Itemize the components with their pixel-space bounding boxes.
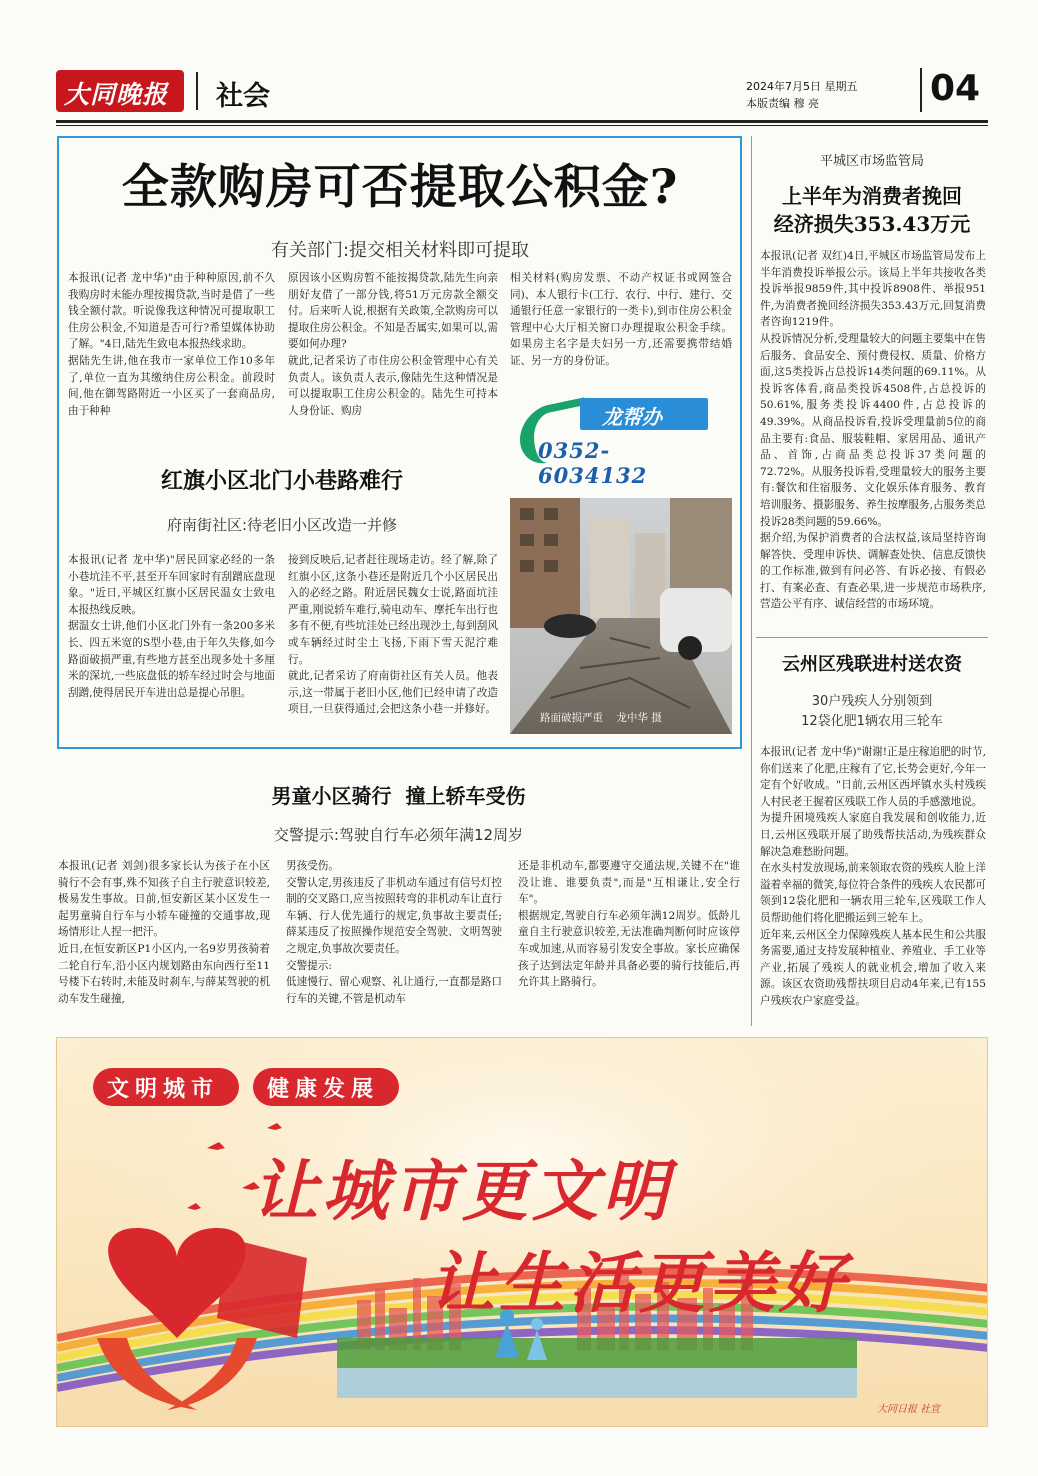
page-number-divider: [920, 68, 922, 112]
child-story-title: 男童小区骑行 撞上轿车受伤: [271, 784, 526, 808]
alley-photo-image: [510, 498, 732, 734]
hongqi-story-subtitle: 府南街社区:待老旧小区改造一并修: [166, 516, 398, 534]
market-story-title-line1: 上半年为消费者挽回: [782, 184, 962, 208]
hongqi-story-col2: 接到反映后,记者赶往现场走访。经了解,除了红旗小区,这条小巷还是附近几个小区居民出入的必经之路。附近居民魏女士说,路面坑洼严重,刚说轿车难行,骑电动车、摩托车出行也多有不便,有些坑洼处已经出现沙土,每到刮风或车辆经过时尘土飞扬,下雨下雪天泥泞难行。 就此,记者采访了府南街社区有关人员。他表示,这一带属于老旧小区,他们已经申请了改造项目,一旦获得通过,会把这条小巷一并修好。: [288, 554, 498, 716]
alley-photo: [510, 498, 732, 734]
logo-text: 大同晚报: [64, 80, 169, 109]
header-rule: [56, 120, 988, 123]
page-number: 04: [930, 68, 981, 109]
photo-caption: 路面破损严重 龙中华 摄: [540, 712, 662, 724]
lead-story-col2: 原因该小区购房暂不能按揭贷款,陆先生向亲朋好友借了一部分钱,将51万元房款全额交付。后来听人说,根据有关政策,全款购房可以提取住房公积金。不知是否属实,如果可以,需要如何办理? 就此,记者采访了市住房公积金管理中心有关负责人。该负责人表示,像陆先生这种情况是可以提取职工住房公积金的。陆先生可持本人身份证、购房: [288, 272, 498, 417]
child-story-col1: 本报讯(记者 刘剑)很多家长认为孩子在小区骑行不会有事,殊不知孩子自主行驶意识较差,极易发生事故。日前,恒安新区某小区发生一起男童骑自行车与小轿车碰撞的交通事故,现场情形让人捏一把汗。 近日,在恒安新区P1小区内,一名9岁男孩骑着二轮自行车,沿小区内规划路由东向西行至11号楼下右转时,未能及时刹车,与薛某驾驶的机动车发生碰撞,: [58, 860, 270, 1005]
market-story-body: 本报讯(记者 双红)4日,平城区市场监管局发布上半年消费投诉举报公示。该局上半年共接收各类投诉举报9859件,其中投诉8908件、举报951件,为消费者挽回经济损失353.43万元,回复消费者咨询1219件。 从投诉情况分析,受理量较大的问题主要集中在售后服务、食品安全、预付费侵权、质量、价格方面,这5类投诉占总投诉14类问题的69.11%。从投诉客体看,商品类投诉4508件,占总投诉的50.61%,服务类投诉4400件,占总投诉的49.39%。从商品投诉看,投诉受理量前5位的商品主要有:食品、服装鞋帽、家居用品、通讯产品、首饰,占商品类总投诉37类问题的72.72%。从服务投诉看,受理量较大的服务主要有:餐饮和住宿服务、文化娱乐体育服务、教育培训服务、摄影服务、养生按摩服务,占服务类总投诉28类问题的59.66%。 据介绍,为保护消费者的合法权益,该局坚持咨询解答快、受理申诉快、调解查处快、信息反馈快的工作标准,做到有问必答、有诉必接、有假必打、有案必查、有查必果,进一步规范市场秩序,营造公平有序、诚信经营的市场环境。: [760, 250, 986, 611]
market-story-title-line2: 经济损失353.43万元: [773, 212, 971, 236]
hotline-label: 龙帮办: [602, 405, 662, 429]
right-column-divider: [751, 136, 752, 1026]
yunzhou-story-subtitle-line1: 30户残疾人分别领到: [811, 694, 933, 709]
market-story-kicker: 平城区市场监管局: [819, 154, 924, 169]
page-editor: 本版责编 穆 亮: [746, 97, 819, 110]
banner-line1: 让城市更文明: [252, 1152, 672, 1230]
banner-line2: 让生活更美好: [429, 1244, 849, 1322]
lead-story-col1: 本报讯(记者 龙中华)"由于种种原因,前不久我购房时未能办理按揭贷款,当时是借了一些钱全额付款。听说像我这种情况可提取职工住房公积金,不知道是否可行?希望媒体协助了解。"4日,陆先生致电本报热线求助。 据陆先生讲,他在我市一家单位工作10多年了,单位一直为其缴纳住房公积金。前段时间,他在御驾路附近一小区买了一套商品房,由于种种: [68, 272, 275, 417]
hongqi-story-col1: 本报讯(记者 龙中华)"居民回家必经的一条小巷坑洼不平,甚至开车回家时有刮蹭底盘现象。"近日,平城区红旗小区居民温女士致电本报热线反映。 据温女士讲,他们小区北门外有一条200多米长、四五米宽的S型小巷,由于年久失修,如今路面破损严重,有些地方甚至出现多处十多厘米的深坑,一些底盘低的轿车经过时会与地面刮蹭,使得居民开车进出总是提心吊胆。: [68, 554, 275, 699]
hongqi-story-title: 红旗小区北门小巷路难行: [160, 468, 403, 494]
lead-story-title: 全款购房可否提取公积金?: [121, 160, 679, 215]
banner-credit: 大同日报 社宣: [877, 1404, 941, 1415]
issue-date: 2024年7月5日 星期五: [746, 80, 858, 93]
slogan-left: 文明城市: [107, 1077, 220, 1102]
masthead: [56, 66, 988, 116]
lead-story-subtitle: 有关部门:提交相关材料即可提取: [270, 240, 530, 261]
child-story-col2: 男孩受伤。 交警认定,男孩违反了非机动车通过有信号灯控制的交叉路口,应当按照转弯的非机动车让直行车辆、行人优先通行的规定,负事故主要责任;薛某违反了按照操作规范安全驾驶、文明驾驶之规定,负事故次要责任。 交警提示: 低速慢行、留心观察、礼让通行,一直都是路口行车的关键,不管是机动车: [286, 860, 502, 1005]
header-rule-thin: [56, 125, 988, 126]
yunzhou-story-subtitle-line2: 12袋化肥1辆农用三轮车: [801, 714, 943, 729]
civilization-banner: [56, 1037, 988, 1427]
hotline-badge: [520, 398, 710, 488]
section-name: 社会: [216, 81, 270, 112]
lead-story-col3: 相关材料(购房发票、不动产权证书或网签合同)、本人银行卡(工行、农行、中行、建行、交通银行任意一家银行的一类卡),到市住房公积金管理中心大厅相关窗口办理提取公积金手续。如果房主名字是夫妇另一方,还需要携带结婚证、另一方的身份证。: [510, 272, 732, 367]
child-story-subtitle: 交警提示:驾驶自行车必须年满12周岁: [273, 826, 524, 844]
yunzhou-story-title: 云州区残联进村送农资: [782, 654, 962, 675]
slogan-right: 健康发展: [267, 1077, 380, 1102]
right-column-rule: [756, 637, 988, 638]
hotline-phone: 0352-6034132: [538, 438, 648, 488]
section-divider: [196, 72, 198, 110]
yunzhou-story-body: 本报讯(记者 龙中华)"谢谢!正是庄稼追肥的时节,你们送来了化肥,庄稼有了它,长势会更好,今年一定有个好收成。"日前,云州区西坪镇水头村残疾人村民老王握着区残联工作人员的手感激地说。 为提升困境残疾人家庭自我发展和创收能力,近日,云州区残联开展了助残帮扶活动,为残疾群众解决急难愁盼问题。 在水头村发放现场,前来领取农资的残疾人脸上洋溢着幸福的微笑,每位符合条件的残疾人农民都可领到12袋化肥和一辆农用三轮车,区残联工作人员帮助他们将化肥搬运到三轮车上。 近年来,云州区全力保障残疾人基本民生和公共服务需要,通过支持发展种植业、养殖业、手工业等产业,拓展了残疾人的就业机会,增加了收入来源。该区农资助残帮扶项目启动4年来,已有155户残疾农户家庭受益。: [760, 746, 986, 1007]
child-story-col3: 还是非机动车,都要遵守交通法规,关键不在"谁没让谁、谁要负责",而是"互相谦让,安全行车"。 根据规定,驾驶自行车必须年满12周岁。低龄儿童自主行驶意识较差,无法准确判断何时应该停车或加速,从而容易引发安全事故。家长应确保孩子达到法定年龄并具备必要的骑行技能后,再允许其上路骑行。: [518, 860, 740, 989]
newspaper-logo: [56, 70, 184, 112]
